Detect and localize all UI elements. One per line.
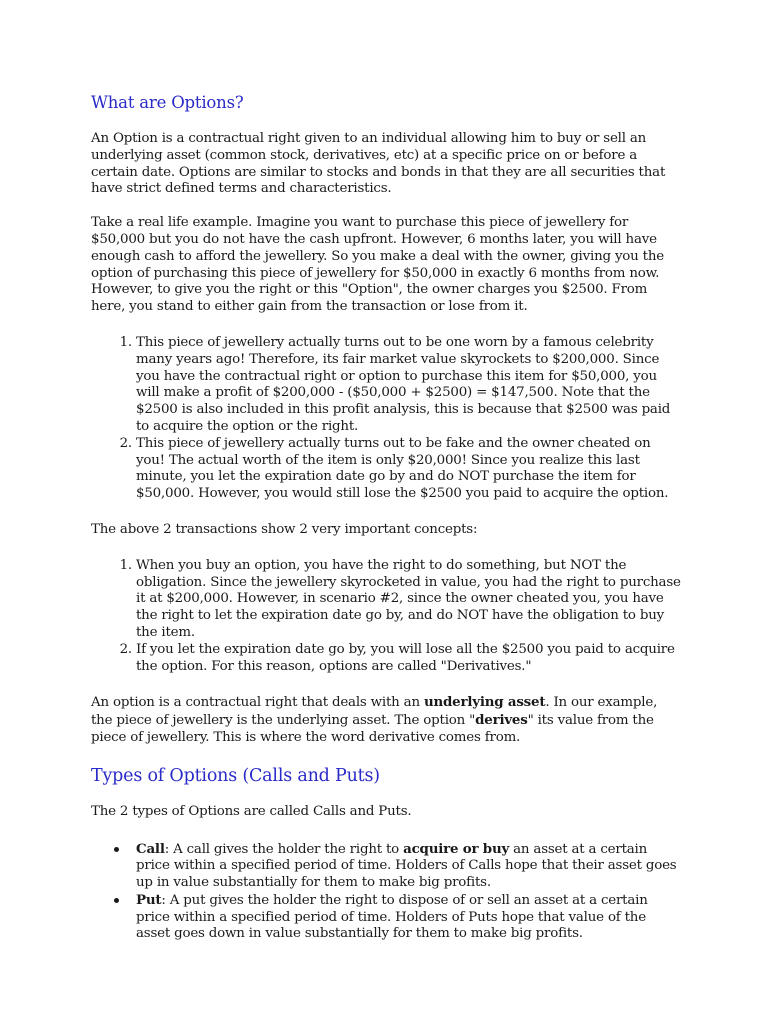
text-segment: : A put gives the holder the right to dispose of or sell an asset at a certain price within a specified period of time. Holders of Puts hope that value of the asset goes down in value substantially for them to make big profits. [136,892,648,942]
text-segment: " its value from the piece of jewellery. This is where the word derivative comes from. [91,713,654,745]
types-intro: The 2 types of Options are called Calls and Puts. [91,803,412,819]
list-item: 2. If you let the expiration date go by, you will lose all the $2500 you paid to acquire the option. For this reason, options are called "Derivatives." [136,642,681,676]
text-segment: : A call gives the holder the right to [164,841,404,857]
document-content [91,92,681,943]
list-item-put [136,892,681,943]
underlying-asset-paragraph [91,694,681,746]
example-paragraph: Take a real life example. Imagine you want to purchase this piece of jewellery for $50,000 but you do not have the cash upfront. However, 6 months later, you will have enough cash to afford the jewellery. So you make a deal with the owner, giving you the option of purchasing this piece of jewellery for $50,000 in exactly 6 months from now. However, to give you the right or this "Option", the owner charges you $2500. From here, you stand to either gain from the transaction or lose from it. [91,215,664,315]
concepts-intro: The above 2 transactions show 2 very important concepts: [91,521,478,537]
term-put: Put [136,891,162,908]
bold-term-acquire-or-buy: acquire or buy [403,840,510,857]
bold-term-underlying-asset: underlying asset [423,694,546,711]
concepts-list [91,558,681,676]
heading-what-are-options: What are Options? [91,93,244,112]
scenario-list [91,335,681,503]
intro-paragraph: An Option is a contractual right given to an individual allowing him to buy or sell an underlying asset (common stock, derivatives, etc) at a specific price on or before a certain date. Options are similar to stocks and bonds in that they are all securities that have strict defined terms and characteristics. [91,131,666,197]
list-item: 1. This piece of jewellery actually turns out to be one worn by a famous celebrity many years ago! Therefore, its fair market value skyrockets to $200,000. Since you have the contractual right or option to purchase this item for $50,000, you will make a profit of $200,000 - ($50,000 + $2500) = $147,500. Note that the $2500 is also included in this profit analysis, this is because that $2500 was paid to acquire the option or the right. [136,335,681,436]
text-segment: an asset at a certain price within a specified period of time. Holders of Calls hope that their asset goes up in value substantially for them to make big profits. [136,841,677,891]
bold-term-derives: derives [475,712,528,729]
list-item: 1. When you buy an option, you have the right to do something, but NOT the obligation. Since the jewellery skyrocketed in value, you had the right to purchase it at $200,000. However, in scenario #2, since the owner cheated you, you have the right to let the expiration date go by, and do NOT have the obligation to buy the item. [136,558,681,642]
list-item-call [136,841,681,892]
text-segment: . In our example, the piece of jewellery is the underlying asset. The option " [91,695,658,729]
list-item: 2. This piece of jewellery actually turns out to be fake and the owner cheated on you! The actual worth of the item is only $20,000! Since you realize this last minute, you let the expiration date go by and do NOT purchase the item for $50,000. However, you would still lose the $2500 you paid to acquire the option. [136,436,681,503]
heading-types-of-options: Types of Options (Calls and Puts) [91,765,380,786]
term-call: Call [136,840,165,857]
text-segment: An option is a contractual right that deals with an [91,695,424,711]
option-types-list [91,841,681,944]
